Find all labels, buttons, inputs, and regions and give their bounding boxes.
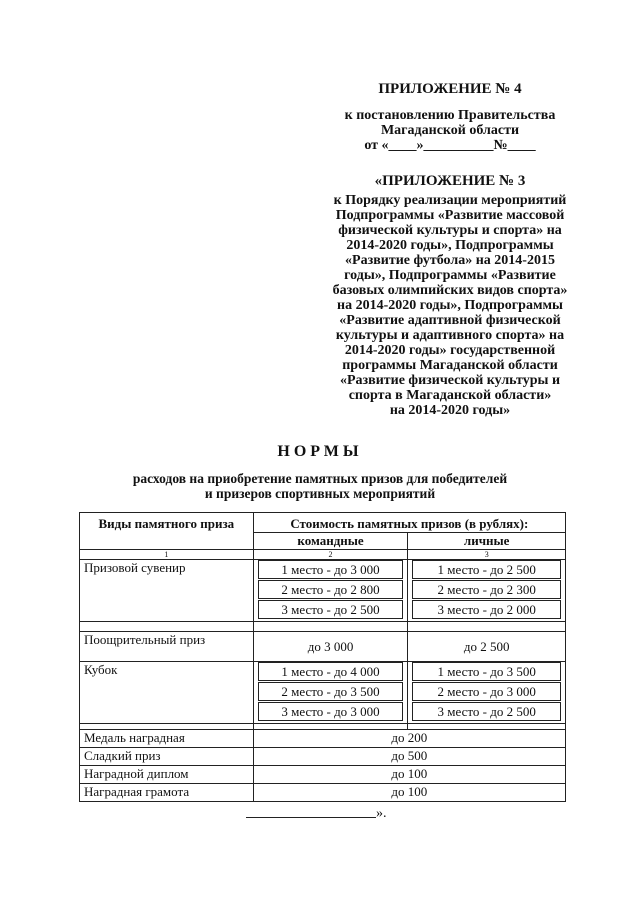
personal-cost-cell [408, 662, 566, 724]
team-cost: 2 место - до 2 800 [258, 580, 404, 599]
header-prize-type: Виды памятного приза [80, 513, 254, 550]
prize-name: Наградной диплом [80, 766, 254, 784]
appendix-3-line: культуры и адаптивного спорта» на [335, 328, 565, 343]
prize-cost: до 200 [253, 730, 565, 748]
norms-subtitle-line: расходов на приобретение памятных призов для победителей [132, 471, 508, 486]
prize-name: Сладкий приз [80, 748, 254, 766]
footer-line [246, 816, 376, 818]
appendix-3-line: Подпрограммы «Развитие массовой [335, 208, 565, 223]
column-number: 2 [253, 550, 408, 560]
personal-cost: 3 место - до 2 500 [412, 702, 561, 721]
norms-subtitle-line: и призеров спортивных мероприятий [204, 486, 436, 501]
prize-name: Призовой сувенир [80, 560, 254, 622]
table-row [80, 662, 566, 724]
prize-norms-table [79, 512, 566, 802]
appendix-3-line: на 2014-2020 годы» [389, 403, 511, 418]
appendix-3-line: к Порядку реализации мероприятий [333, 193, 567, 208]
prize-name: Наградная грамота [80, 784, 254, 802]
table-row [80, 632, 566, 662]
appendix-3-subtitle [300, 193, 600, 418]
team-cost: до 3 000 [253, 632, 408, 662]
table-row [80, 748, 566, 766]
table-row [80, 560, 566, 622]
appendix-3-line: физической культуры и спорта» на [338, 223, 562, 238]
prize-cost: до 100 [253, 766, 565, 784]
team-cost: 3 место - до 3 000 [258, 702, 404, 721]
appendix-3-line: 2014-2020 годы», Подпрограммы [346, 238, 554, 253]
personal-cost-cell [408, 560, 566, 622]
prize-cost: до 500 [253, 748, 565, 766]
footer-closing-quote: ». [376, 806, 387, 821]
table-row [80, 766, 566, 784]
personal-cost: 3 место - до 2 000 [412, 600, 561, 619]
header-personal: личные [408, 533, 566, 550]
prize-name: Кубок [80, 662, 254, 724]
appendix-4-line: Магаданской области [380, 123, 520, 138]
appendix-3-line: базовых олимпийских видов спорта» [332, 283, 568, 298]
appendix-3-line: 2014-2020 годы» государственной [344, 343, 556, 358]
prize-name: Медаль наградная [80, 730, 254, 748]
prize-name: Поощрительный приз [80, 632, 254, 662]
norms-title: НОРМЫ [277, 443, 363, 460]
appendix-3-line: годы», Подпрограммы «Развитие [344, 268, 556, 283]
team-cost: 1 место - до 4 000 [258, 662, 404, 681]
team-cost: 3 место - до 2 500 [258, 600, 404, 619]
personal-cost: 1 место - до 3 500 [412, 662, 561, 681]
appendix-3-line: «Развитие футбола» на 2014-2015 [345, 253, 555, 268]
team-cost-cell [253, 662, 408, 724]
team-cost: 1 место - до 3 000 [258, 560, 404, 579]
appendix-4-line: от «____»__________№____ [364, 138, 536, 153]
personal-cost: 1 место - до 2 500 [412, 560, 561, 579]
appendix-3-line: «Развитие физической культуры и [339, 373, 561, 388]
team-cost: 2 место - до 3 500 [258, 682, 404, 701]
appendix-3-line: «Развитие адаптивной физической [339, 313, 561, 328]
personal-cost: 2 место - до 3 000 [412, 682, 561, 701]
appendix-4-line: к постановлению Правительства [344, 108, 556, 123]
personal-cost: до 2 500 [408, 632, 566, 662]
column-number: 3 [408, 550, 566, 560]
appendix-4-subtitle [300, 108, 600, 153]
personal-cost: 2 место - до 2 300 [412, 580, 561, 599]
table-row [80, 784, 566, 802]
appendix-3-title: «ПРИЛОЖЕНИЕ № 3 [374, 173, 526, 189]
appendix-3-line: на 2014-2020 годы», Подпрограммы [337, 298, 563, 313]
header-cost: Стоимость памятных призов (в рублях): [253, 513, 565, 533]
appendix-3-line: спорта в Магаданской области» [348, 388, 552, 403]
team-cost-cell [253, 560, 408, 622]
header-team: командные [253, 533, 408, 550]
appendix-3-line: программы Магаданской области [342, 358, 558, 373]
column-number: 1 [80, 550, 254, 560]
norms-subtitle [100, 471, 540, 501]
table-row [80, 730, 566, 748]
prize-cost: до 100 [253, 784, 565, 802]
appendix-4-title: ПРИЛОЖЕНИЕ № 4 [378, 81, 522, 97]
